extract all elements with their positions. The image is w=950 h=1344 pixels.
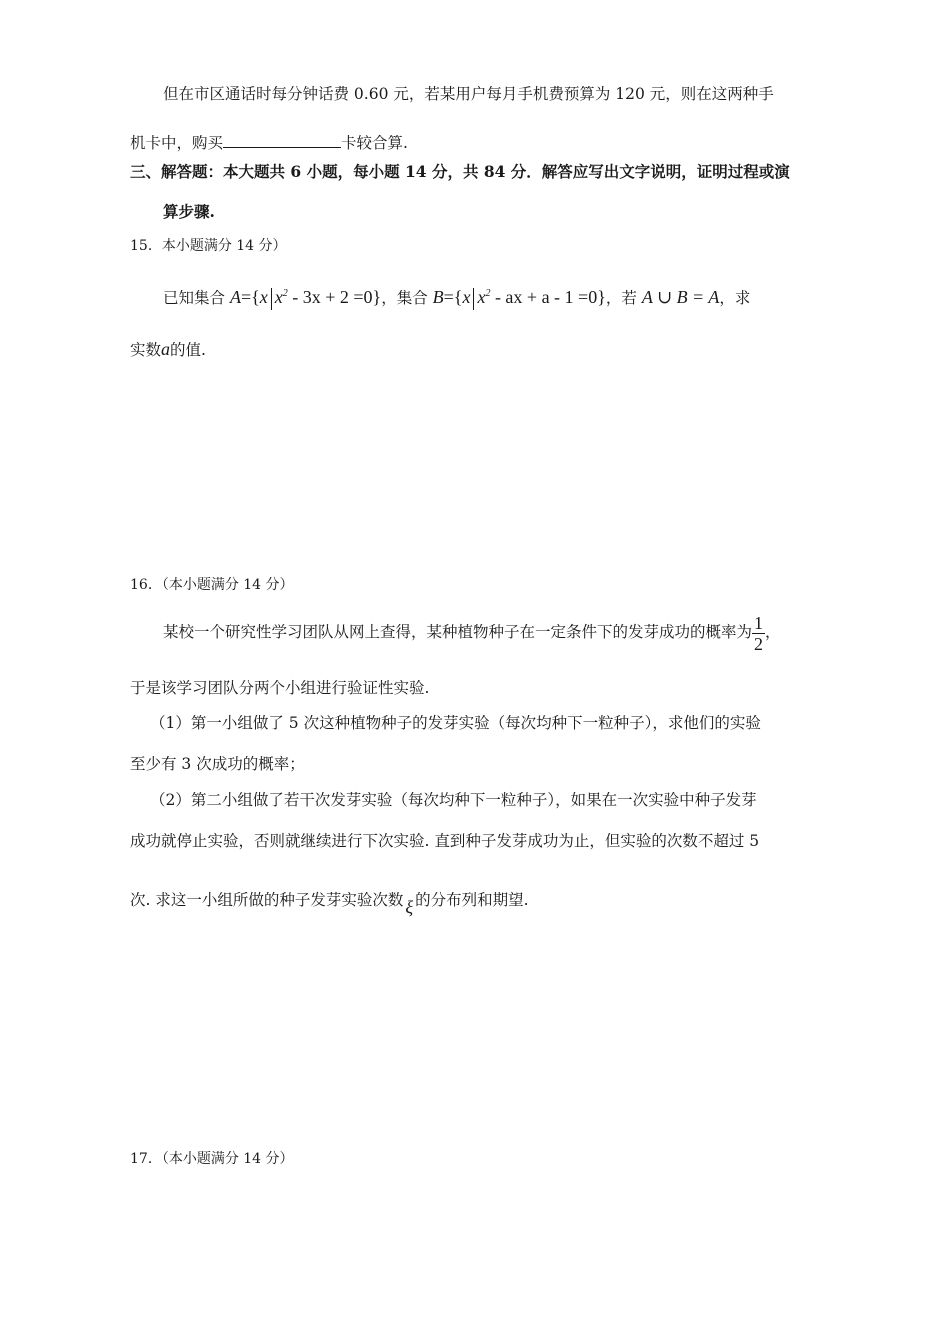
q15-text-4: ，求 [719,289,751,307]
var-xi: ξ [405,897,414,917]
intro-line-2 [130,131,408,153]
q17-header: 17．（本小题满分 14 分） [130,1151,294,1167]
intro-line-2-prefix: 机卡中，购买 [130,134,224,152]
q16-sub1-line-2: 至少有 3 次成功的概率； [130,755,305,773]
q15-text-1: 已知集合 [163,289,226,307]
q15-statement-line-1 [163,280,750,312]
q16-sub2-line-3: 次. 求这一小组所做的种子发芽实验次数 ξ 的分布列和期望. [130,891,529,917]
intro-line-1: 但在市区通话时每分钟话费 0.60 元，若某用户每月手机费预算为 120 元，则在这两种手 [163,85,774,103]
q15-text-3: ，若 [605,289,637,307]
section-heading-line-1: 三、解答题：本大题共 6 小题，每小题 14 分，共 84 分．解答应写出文字说明，证明过程或演 [130,162,790,181]
q16-sub1-line-1: （1）第一小组做了 5 次这种植物种子的发芽实验（每次均种下一粒种子），求他们的实验 [150,714,761,732]
q15-header: 15．本小题满分 14 分） [130,238,287,254]
q15-text-2: ，集合 [381,289,428,307]
probability-fraction: $\frac{1}{2}$ [754,612,764,654]
q16-header: 16．（本小题满分 14 分） [130,577,294,593]
q16-sub2-line-2: 成功就停止实验，否则就继续进行下次实验. 直到种子发芽成功为止，但实验的次数不超过 5 [130,832,760,850]
answer-blank[interactable] [223,131,341,148]
intro-line-2-suffix: 卡较合算. [341,134,408,152]
q16-paragraph-2: 于是该学习团队分两个小组进行验证性实验. [130,679,430,697]
union-formula: A ∪ B = A [641,287,720,307]
set-a-formula: A={x $x^2 - 3x + 2 =0$} [230,287,381,307]
section-heading-line-2: 算步骤. [163,202,215,221]
var-a: a [161,339,171,359]
q16-sub2-line-1: （2）第二小组做了若干次发芽实验（每次均种下一粒种子），如果在一次实验中种子发芽 [150,791,757,809]
q16-paragraph-1: 某校一个研究性学习团队从网上查得，某种植物种子在一定条件下的发芽成功的概率为 $\frac{1}{2}$ ， [163,612,781,654]
set-b-formula: B={x $x^2$ - ax + a - 1 =0} [433,287,606,307]
q15-statement-line-2: 实数a的值. [130,339,206,359]
